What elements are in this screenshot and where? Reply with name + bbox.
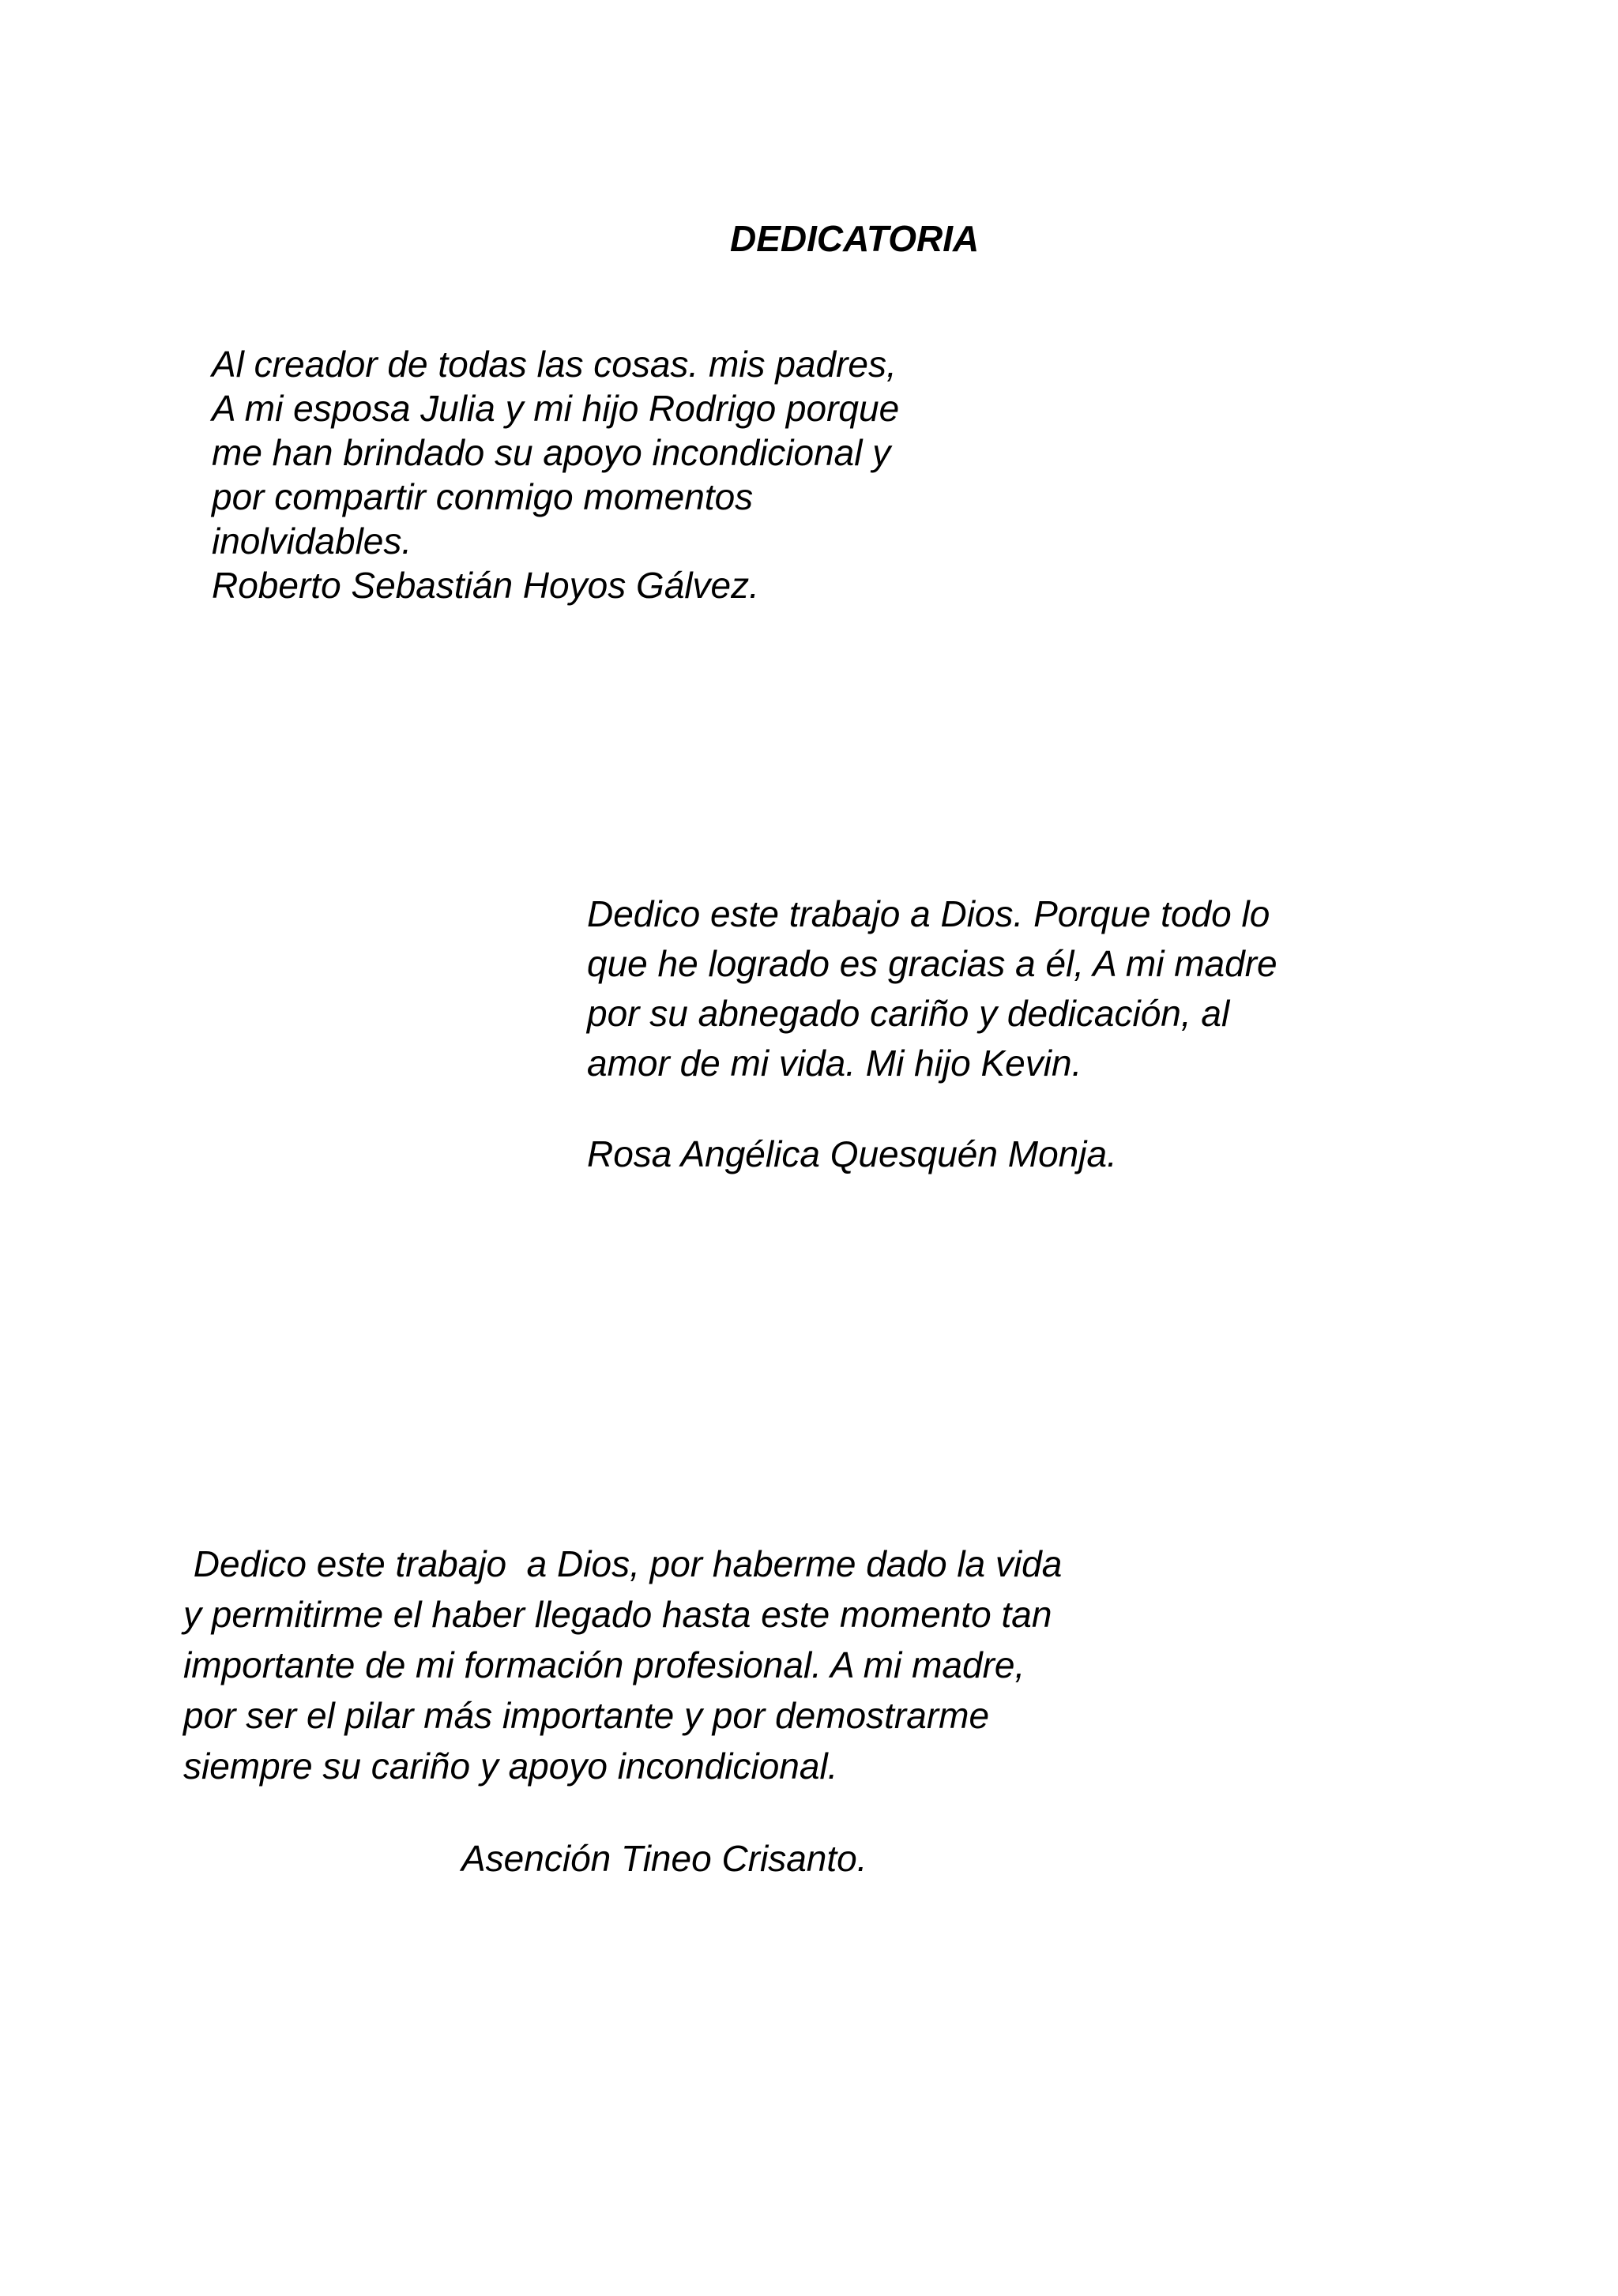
dedication-2: [587, 889, 1277, 1088]
dedication-3-line: Dedico este trabajo a Dios, por haberme dado la vida: [183, 1543, 1063, 1584]
dedication-3-line: importante de mi formación profesional. A mi madre,: [183, 1644, 1025, 1685]
dedication-1-signature: Roberto Sebastián Hoyos Gálvez.: [212, 565, 759, 606]
dedication-3-line: por ser el pilar más importante y por demostrarme: [183, 1695, 990, 1736]
dedication-1-line: me han brindado su apoyo incondicional y: [212, 432, 891, 473]
dedication-2-line: por su abnegado cariño y dedicación, al: [587, 993, 1230, 1034]
page-title: DEDICATORIA: [730, 218, 980, 259]
dedication-2-line: amor de mi vida. Mi hijo Kevin.: [587, 1043, 1082, 1084]
dedication-1: [212, 342, 899, 607]
dedication-1-line: inolvidables.: [212, 520, 412, 562]
dedication-3-line: siempre su cariño y apoyo incondicional.: [183, 1745, 838, 1787]
dedication-1-line: por compartir conmigo momentos: [212, 476, 754, 517]
dedication-2-signature: Rosa Angélica Quesquén Monja.: [587, 1133, 1117, 1174]
dedication-3: [183, 1539, 1062, 1791]
dedication-3-line: y permitirme el haber llegado hasta este momento tan: [183, 1594, 1052, 1635]
dedication-2-line: Dedico este trabajo a Dios. Porque todo lo: [587, 893, 1270, 934]
dedication-3-signature: Asención Tineo Crisanto.: [461, 1838, 867, 1879]
dedication-1-line: Al creador de todas las cosas. mis padres,: [212, 344, 897, 385]
dedication-2-line: que he logrado es gracias a él, A mi madre: [587, 943, 1277, 984]
dedication-1-line: A mi esposa Julia y mi hijo Rodrigo porque: [212, 388, 900, 429]
